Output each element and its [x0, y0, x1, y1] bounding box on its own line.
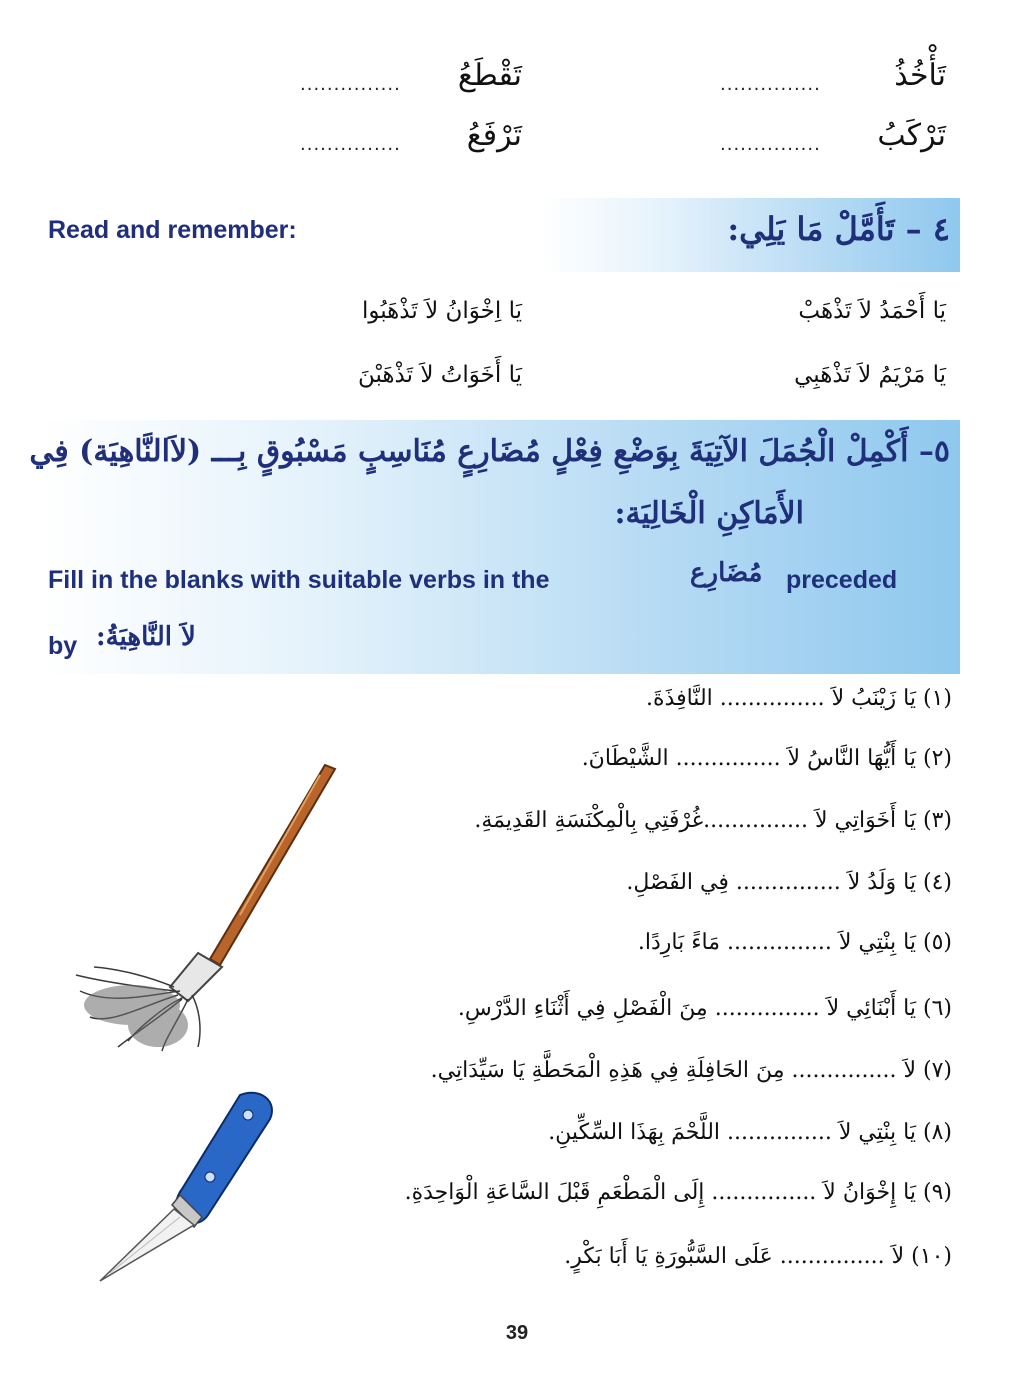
vocab-word: تَرْكَبُ	[877, 118, 946, 153]
exercise-item[interactable]: (٩) يَا إِخْوَانُ لاَ ............... إِلَى الْمَطْعَمِ قَبْلَ السَّاعَةِ الْوَاحِدَةِ.	[404, 1180, 952, 1205]
vocab-word: تَرْفَعُ	[466, 118, 522, 153]
instruction-part1: Fill in the blanks with suitable verbs in the	[48, 566, 550, 594]
section5-title-line2: الأَمَاكِنِ الْخَالِيَة:	[614, 496, 804, 531]
example-sentence: يَا مَرْيَمُ لاَ تَذْهَبِي	[794, 362, 946, 388]
exercise-item[interactable]: (٤) يَا وَلَدُ لاَ ............... فِي الفَصْلِ.	[626, 870, 952, 895]
vocab-blank[interactable]: ...............	[300, 134, 401, 155]
exercise-item[interactable]: (١) يَا زَيْنَبُ لاَ ............... النَّافِذَةَ.	[646, 686, 952, 711]
feather-duster-illustration	[70, 755, 350, 1055]
exercise-item[interactable]: (١٠) لاَ ............... عَلَى السَّبُّورَةِ يَا أَبَا بَكْرٍ.	[564, 1244, 952, 1269]
section4-title-en: Read and remember:	[48, 216, 297, 244]
exercise-item[interactable]: (٦) يَا أَبْنَائِي لاَ ............... مِنَ الْفَصْلِ فِي أَثْنَاءِ الدَّرْسِ.	[457, 996, 952, 1021]
knife-illustration	[90, 1085, 290, 1285]
page-number: 39	[505, 1322, 529, 1344]
instruction-ar-term: مُضَارِع	[690, 558, 763, 588]
exercise-item[interactable]: (٨) يَا بِنْتِي لاَ ............... اللَّحْمَ بِهَذَا السِّكِّينِ.	[548, 1120, 952, 1145]
section5-title-line1: ٥– أَكْمِلْ الْجُمَلَ الآتِيَةَ بِوَضْعِ فِعْلٍ مُضَارِعٍ مُنَاسِبٍ مَسْبُوقٍ بِـــ (لاَالنَّاهِيَة) فِي	[29, 434, 950, 469]
vocab-word: تَأْخُذُ	[894, 58, 946, 93]
section4-title-ar: ٤ – تَأَمَّلْ مَا يَلِي:	[727, 210, 950, 248]
vocab-blank[interactable]: ...............	[720, 134, 821, 155]
example-sentence: يَا أَحْمَدُ لاَ تَذْهَبْ	[798, 298, 946, 324]
instruction-ar-term2: لاَ النَّاهِيَةُ:	[96, 622, 196, 652]
vocab-blank[interactable]: ...............	[300, 74, 401, 95]
instruction-by: by	[48, 632, 78, 660]
exercise-item[interactable]: (٥) يَا بِنْتِي لاَ ............... مَاءً بَارِدًا.	[637, 930, 952, 955]
example-sentence: يَا اِخْوَانُ لاَ تَذْهَبُوا	[361, 298, 522, 324]
exercise-item[interactable]: (٢) يَا أَيُّهَا النَّاسُ لاَ ............... الشَّيْطَانَ.	[581, 746, 952, 771]
exercise-item[interactable]: (٧) لاَ ............... مِنَ الحَافِلَةِ فِي هَذِهِ الْمَحَطَّةِ يَا سَيِّدَاتِي.	[430, 1058, 952, 1083]
vocab-blank[interactable]: ...............	[720, 74, 821, 95]
example-sentence: يَا أَخَوَاتُ لاَ تَذْهَبْنَ	[357, 362, 522, 388]
exercise-item[interactable]: (٣) يَا أَخَوَاتِي لاَ ...............غُرْفَتِي بِالْمِكْنَسَةِ القَدِيمَةِ.	[474, 808, 952, 833]
instruction-part2: preceded	[786, 566, 898, 594]
vocab-word: تَقْطَعُ	[457, 58, 522, 93]
